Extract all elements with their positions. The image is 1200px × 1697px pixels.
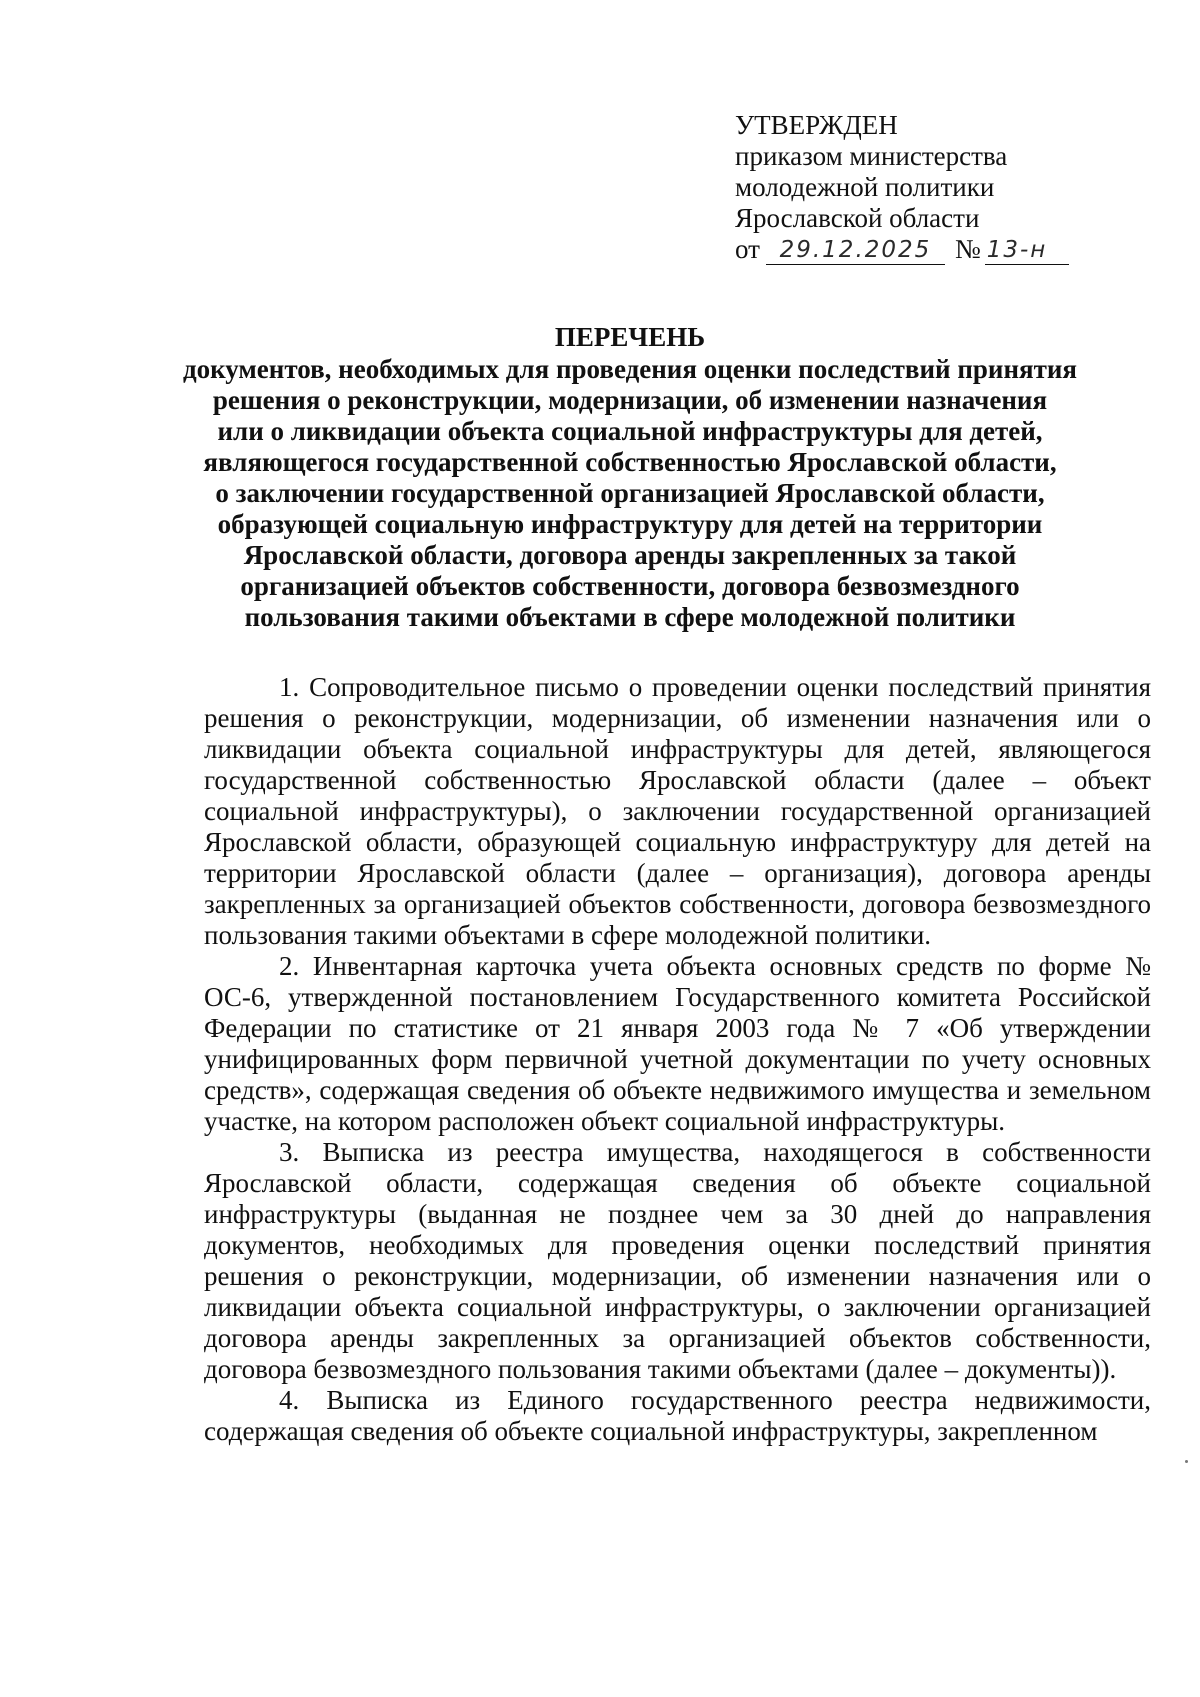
date-prefix-label: от bbox=[735, 234, 760, 264]
title-subline: решения о реконструкции, модернизации, об изменении назначения bbox=[212, 385, 1048, 415]
approval-stamp-block bbox=[735, 110, 1115, 265]
title-subline: пользования такими объектами в сфере молодежной политики bbox=[244, 602, 1016, 632]
title-subline: являющегося государственной собственностью Ярославской области, bbox=[203, 447, 1057, 477]
title-subline: образующей социальную инфраструктуру для детей на территории bbox=[217, 509, 1043, 539]
title-subline: о заключении государственной организацией Ярославской области, bbox=[215, 478, 1045, 508]
list-item-4: 4. Выписка из Единого государственного реестра недвижимости, содержащая сведения об объекте социальной инфраструктуры, закрепленном bbox=[204, 1385, 1151, 1446]
approval-reference-line bbox=[735, 234, 1115, 265]
scan-speck bbox=[1185, 1460, 1188, 1463]
approval-line-ministry: молодежной политики bbox=[735, 172, 995, 202]
list-item-1: 1. Сопроводительное письмо о проведении оценки последствий принятия решения о реконструкции, модернизации, об изменении назначения или о ликвидации объекта социальной инфраструктуры для детей, являющегося государственной собственностью Ярославской области (далее – объект социальной инфраструктуры), о заключении государственной организацией Ярославской области, образующей социальную инфраструктуру для детей на территории Ярославской области (далее – организация), договора аренды закрепленных за организацией объектов собственности, договора безвозмездного пользования такими объектами в сфере молодежной политики. bbox=[204, 672, 1151, 950]
handwritten-order-number: 13-н bbox=[985, 236, 1069, 265]
title-subline: или о ликвидации объекта социальной инфраструктуры для детей, bbox=[217, 416, 1043, 446]
document-title: ПЕРЕЧЕНЬ bbox=[554, 322, 706, 352]
title-subline: документов, необходимых для проведения оценки последствий принятия bbox=[182, 354, 1078, 384]
title-subline: организацией объектов собственности, договора безвозмездного bbox=[240, 571, 1020, 601]
number-sign-label: № bbox=[954, 234, 981, 264]
document-body bbox=[204, 672, 1151, 1447]
approval-line-region: Ярославской области bbox=[735, 203, 980, 233]
handwritten-date: 29.12.2025 bbox=[766, 236, 945, 265]
title-subline: Ярославской области, договора аренды закрепленных за такой bbox=[243, 540, 1017, 570]
approval-line-order: приказом министерства bbox=[735, 141, 1008, 171]
list-item-3: 3. Выписка из реестра имущества, находящегося в собственности Ярославской области, содержащая сведения об объекте социальной инфраструктуры (выданная не позднее чем за 30 дней до направления документов, необходимых для проведения оценки последствий принятия решения о реконструкции, модернизации, об изменении назначения или о ликвидации объекта социальной инфраструктуры, о заключении организацией договора аренды закрепленных за организацией объектов собственности, договора безвозмездного пользования такими объектами (далее – документы)). bbox=[204, 1137, 1151, 1384]
approval-heading: УТВЕРЖДЕН bbox=[735, 110, 898, 140]
document-title-block bbox=[180, 322, 1080, 633]
list-item-2: 2. Инвентарная карточка учета объекта основных средств по форме № ОС-6, утвержденной постановлением Государственного комитета Российской Федерации по статистике от 21 января 2003 года № 7 «Об утверждении унифицированных форм первичной учетной документации по учету основных средств», содержащая сведения об объекте недвижимого имущества и земельном участке, на котором расположен объект социальной инфраструктуры. bbox=[204, 951, 1151, 1136]
